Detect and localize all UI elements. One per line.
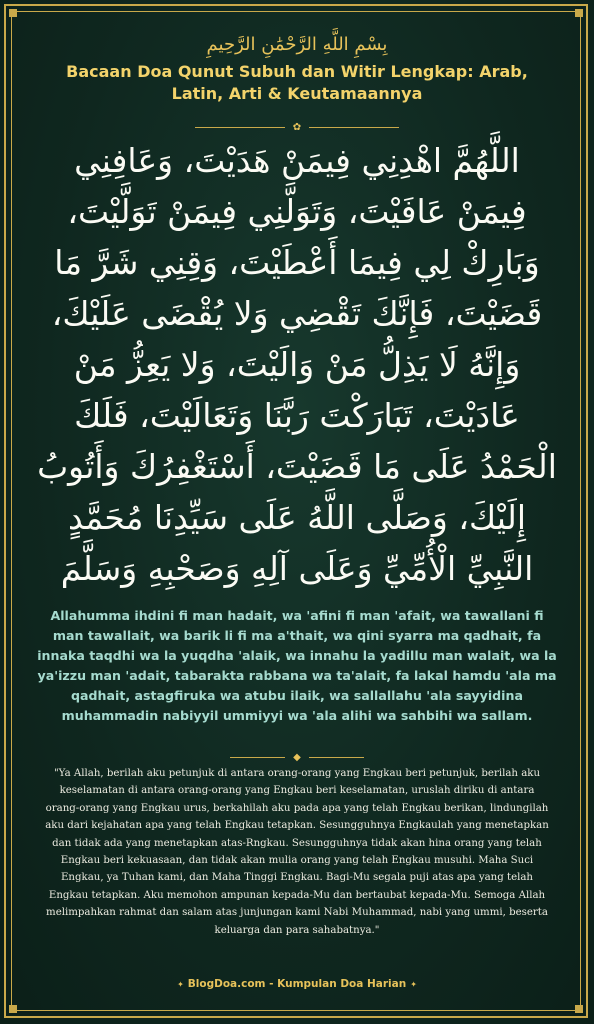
- footer-text: BlogDoa.com - Kumpulan Doa Harian: [187, 978, 407, 990]
- page-title: Bacaan Doa Qunut Subuh dan Witir Lengkap: Arab, Latin, Arti & Keutamaannya: [66, 62, 528, 103]
- divider-middle: [0, 747, 594, 763]
- footer: [0, 978, 594, 990]
- flower-ornament-icon: ✿: [292, 122, 302, 133]
- basmala: بِسْمِ اللَّهِ الرَّحْمَٰنِ الرَّحِيمِ: [206, 34, 388, 55]
- divider-top: [0, 117, 594, 133]
- latin-text: Allahumma ihdini fi man hadait, wa 'afini fi man 'afait, wa tawallani fi man tawallait, wa barik li fi ma a'thait, wa qini syarra ma qadhait, fa innaka taqdhi wa la yuqdha 'alaik, wa innahu la yadillu man walait, wa la ya'izzu man 'adait, tabarakta rabbana wa ta'alait, fa lakal hamdu 'ala ma qadhait, astagfiruka wa atubu ilaik, wa sallallahu 'ala sayyidina muhammadin nabiyyil ummiyyi wa 'ala alihi wa sahbihi wa sallam.: [37, 608, 557, 723]
- arabic-text: اللَّهُمَّ اهْدِنِي فِيمَنْ هَدَيْتَ، وَعَافِنِي فِيمَنْ عَافَيْتَ، وَتَوَلَّنِي فِيمَنْ تَوَلَّيْتَ، وَبَارِكْ لِي فِيمَا أَعْطَيْتَ، وَقِنِي شَرَّ مَا قَضَيْتَ، فَإِنَّكَ تَقْضِي وَلا يُقْضَى عَلَيْكَ، وَإِنَّهُ لَا يَذِلُّ مَنْ وَالَيْتَ، وَلا يَعِزُّ مَنْ عَادَيْتَ، تَبَارَكْتَ رَبَّنَا وَتَعَالَيْتَ، فَلَكَ الْحَمْدُ عَلَى مَا قَضَيْتَ، أَسْتَغْفِرُكَ وَأَتُوبُ إِلَيْكَ، وَصَلَّى اللَّهُ عَلَى سَيِّدِنَا مُحَمَّدٍ النَّبِيِّ الْأُمِّيِّ وَعَلَى آلِهِ وَصَحْبِهِ وَسَلَّمَ: [37, 141, 557, 588]
- diamond-ornament-icon: ◆: [293, 752, 301, 763]
- star-icon: ✦: [410, 980, 417, 989]
- translation-text: "Ya Allah, berilah aku petunjuk di antara orang-orang yang Engkau beri petunjuk, berilah aku keselamatan di antara orang-orang yang Engkau beri keselamatan, uruslah diriku di antara orang-orang yang Engkau urus, berkahilah aku pada apa yang telah Engkau berikan, lindungilah aku dari kejahatan apa yang telah Engkau tetapkan. Sesungguhnya Engkaulah yang menetapkan dan tidak ada yang menetapkan atas-Rngkau. Sesungguhnya tidak akan hina orang yang telah Engkau beri kekuasaan, dan tidak akan mulia orang yang telah Engkau musuhi. Maha Suci Engkau, ya Tuhan kami, dan Maha Tinggi Engkau. Bagi-Mu segala puji atas apa yang telah Engkau tetapkan. Aku memohon ampunan kepada-Mu dan bertaubat kepada-Mu. Semoga Allah melimpahkan rahmat dan salam atas junjungan kami Nabi Muhammad, nabi yang ummi, beserta keluarga dan para sahabatnya.": [45, 768, 549, 936]
- star-icon: ✦: [177, 980, 184, 989]
